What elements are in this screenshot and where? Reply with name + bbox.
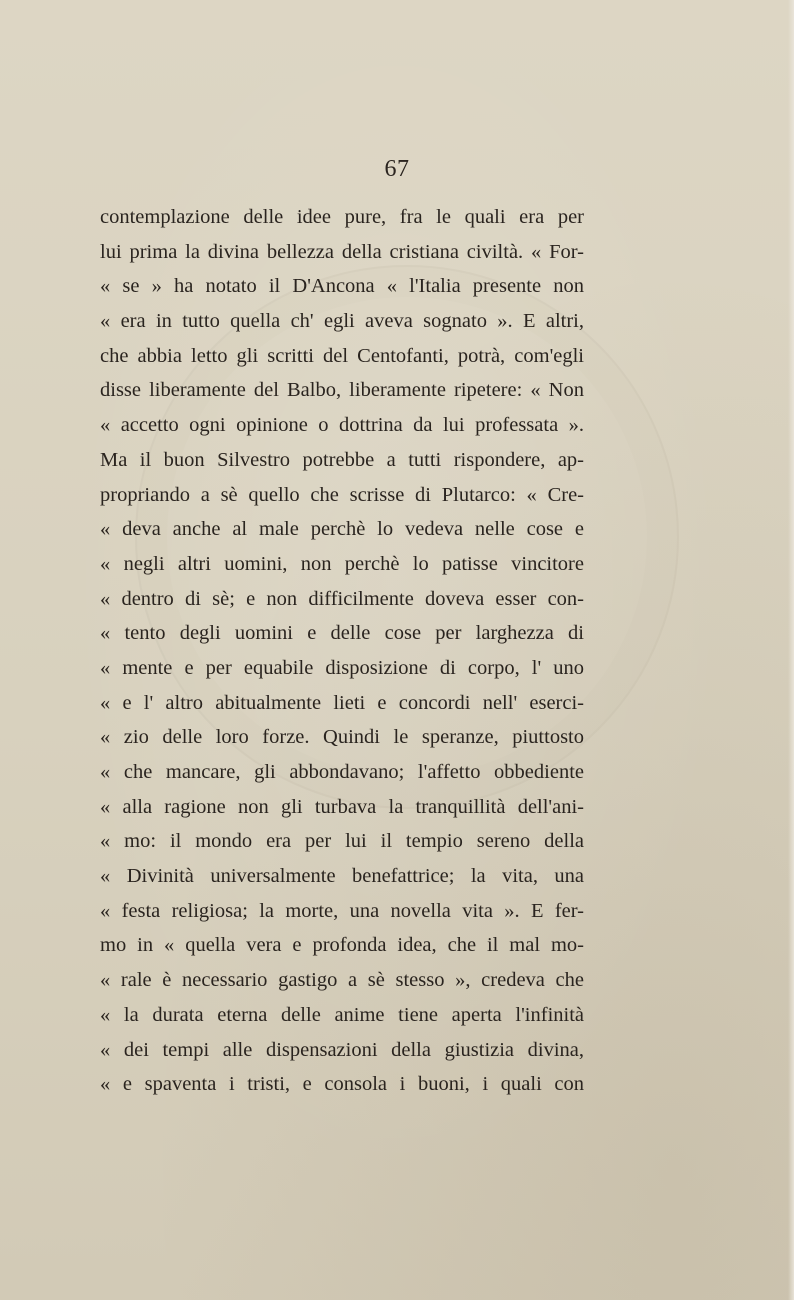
text-line: « che mancare, gli abbondavano; l'affetto obbediente <box>100 761 584 783</box>
text-line: « mo: il mondo era per lui il tempio sereno della <box>100 830 584 853</box>
text-line: « negli altri uomini, non perchè lo patisse vincitore <box>100 552 584 575</box>
text-line: contemplazione delle idee pure, fra le quali era per <box>100 206 584 228</box>
text-line: disse liberamente del Balbo, liberamente ripetere: « Non <box>100 379 584 402</box>
text-line: « alla ragione non gli turbava la tranquillità dell'ani- <box>100 795 584 818</box>
text-line: « Divinità universalmente benefattrice; la vita, una <box>100 865 584 888</box>
text-line: « tento degli uomini e delle cose per larghezza di <box>100 622 584 645</box>
text-line: « era in tutto quella ch' egli aveva sognato ». E altri, <box>100 310 584 333</box>
page-edge <box>788 0 794 1300</box>
text-line: propriando a sè quello che scrisse di Plutarco: « Cre- <box>100 483 584 506</box>
text-line: « festa religiosa; la morte, una novella vita ». E fer- <box>100 899 584 922</box>
text-line: « dentro di sè; e non difficilmente doveva esser con- <box>100 587 584 610</box>
text-line: « accetto ogni opinione o dottrina da lui professata ». <box>100 414 584 437</box>
text-line: Ma il buon Silvestro potrebbe a tutti rispondere, ap- <box>100 448 584 471</box>
text-line: che abbia letto gli scritti del Centofanti, potrà, com'egli <box>100 344 584 367</box>
page-number: 67 <box>384 156 410 182</box>
text-line: « deva anche al male perchè lo vedeva nelle cose e <box>100 518 584 541</box>
text-line: « dei tempi alle dispensazioni della giustizia divina, <box>100 1038 584 1061</box>
text-line: « la durata eterna delle anime tiene aperta l'infinità <box>100 1003 584 1026</box>
text-line: « e l' altro abitualmente lieti e concordi nell' eserci- <box>100 691 584 714</box>
body-text <box>100 200 584 1102</box>
text-line: « se » ha notato il D'Ancona « l'Italia presente non <box>100 275 584 298</box>
text-line: « zio delle loro forze. Quindi le speranze, piuttosto <box>100 726 584 749</box>
text-line: lui prima la divina bellezza della cristiana civiltà. « For- <box>100 240 584 263</box>
text-line: « e spaventa i tristi, e consola i buoni, i quali con <box>100 1073 584 1096</box>
text-line: mo in « quella vera e profonda idea, che il mal mo- <box>100 934 584 957</box>
text-line: « mente e per equabile disposizione di corpo, l' uno <box>100 656 584 679</box>
text-line: « rale è necessario gastigo a sè stesso », credeva che <box>100 969 584 992</box>
